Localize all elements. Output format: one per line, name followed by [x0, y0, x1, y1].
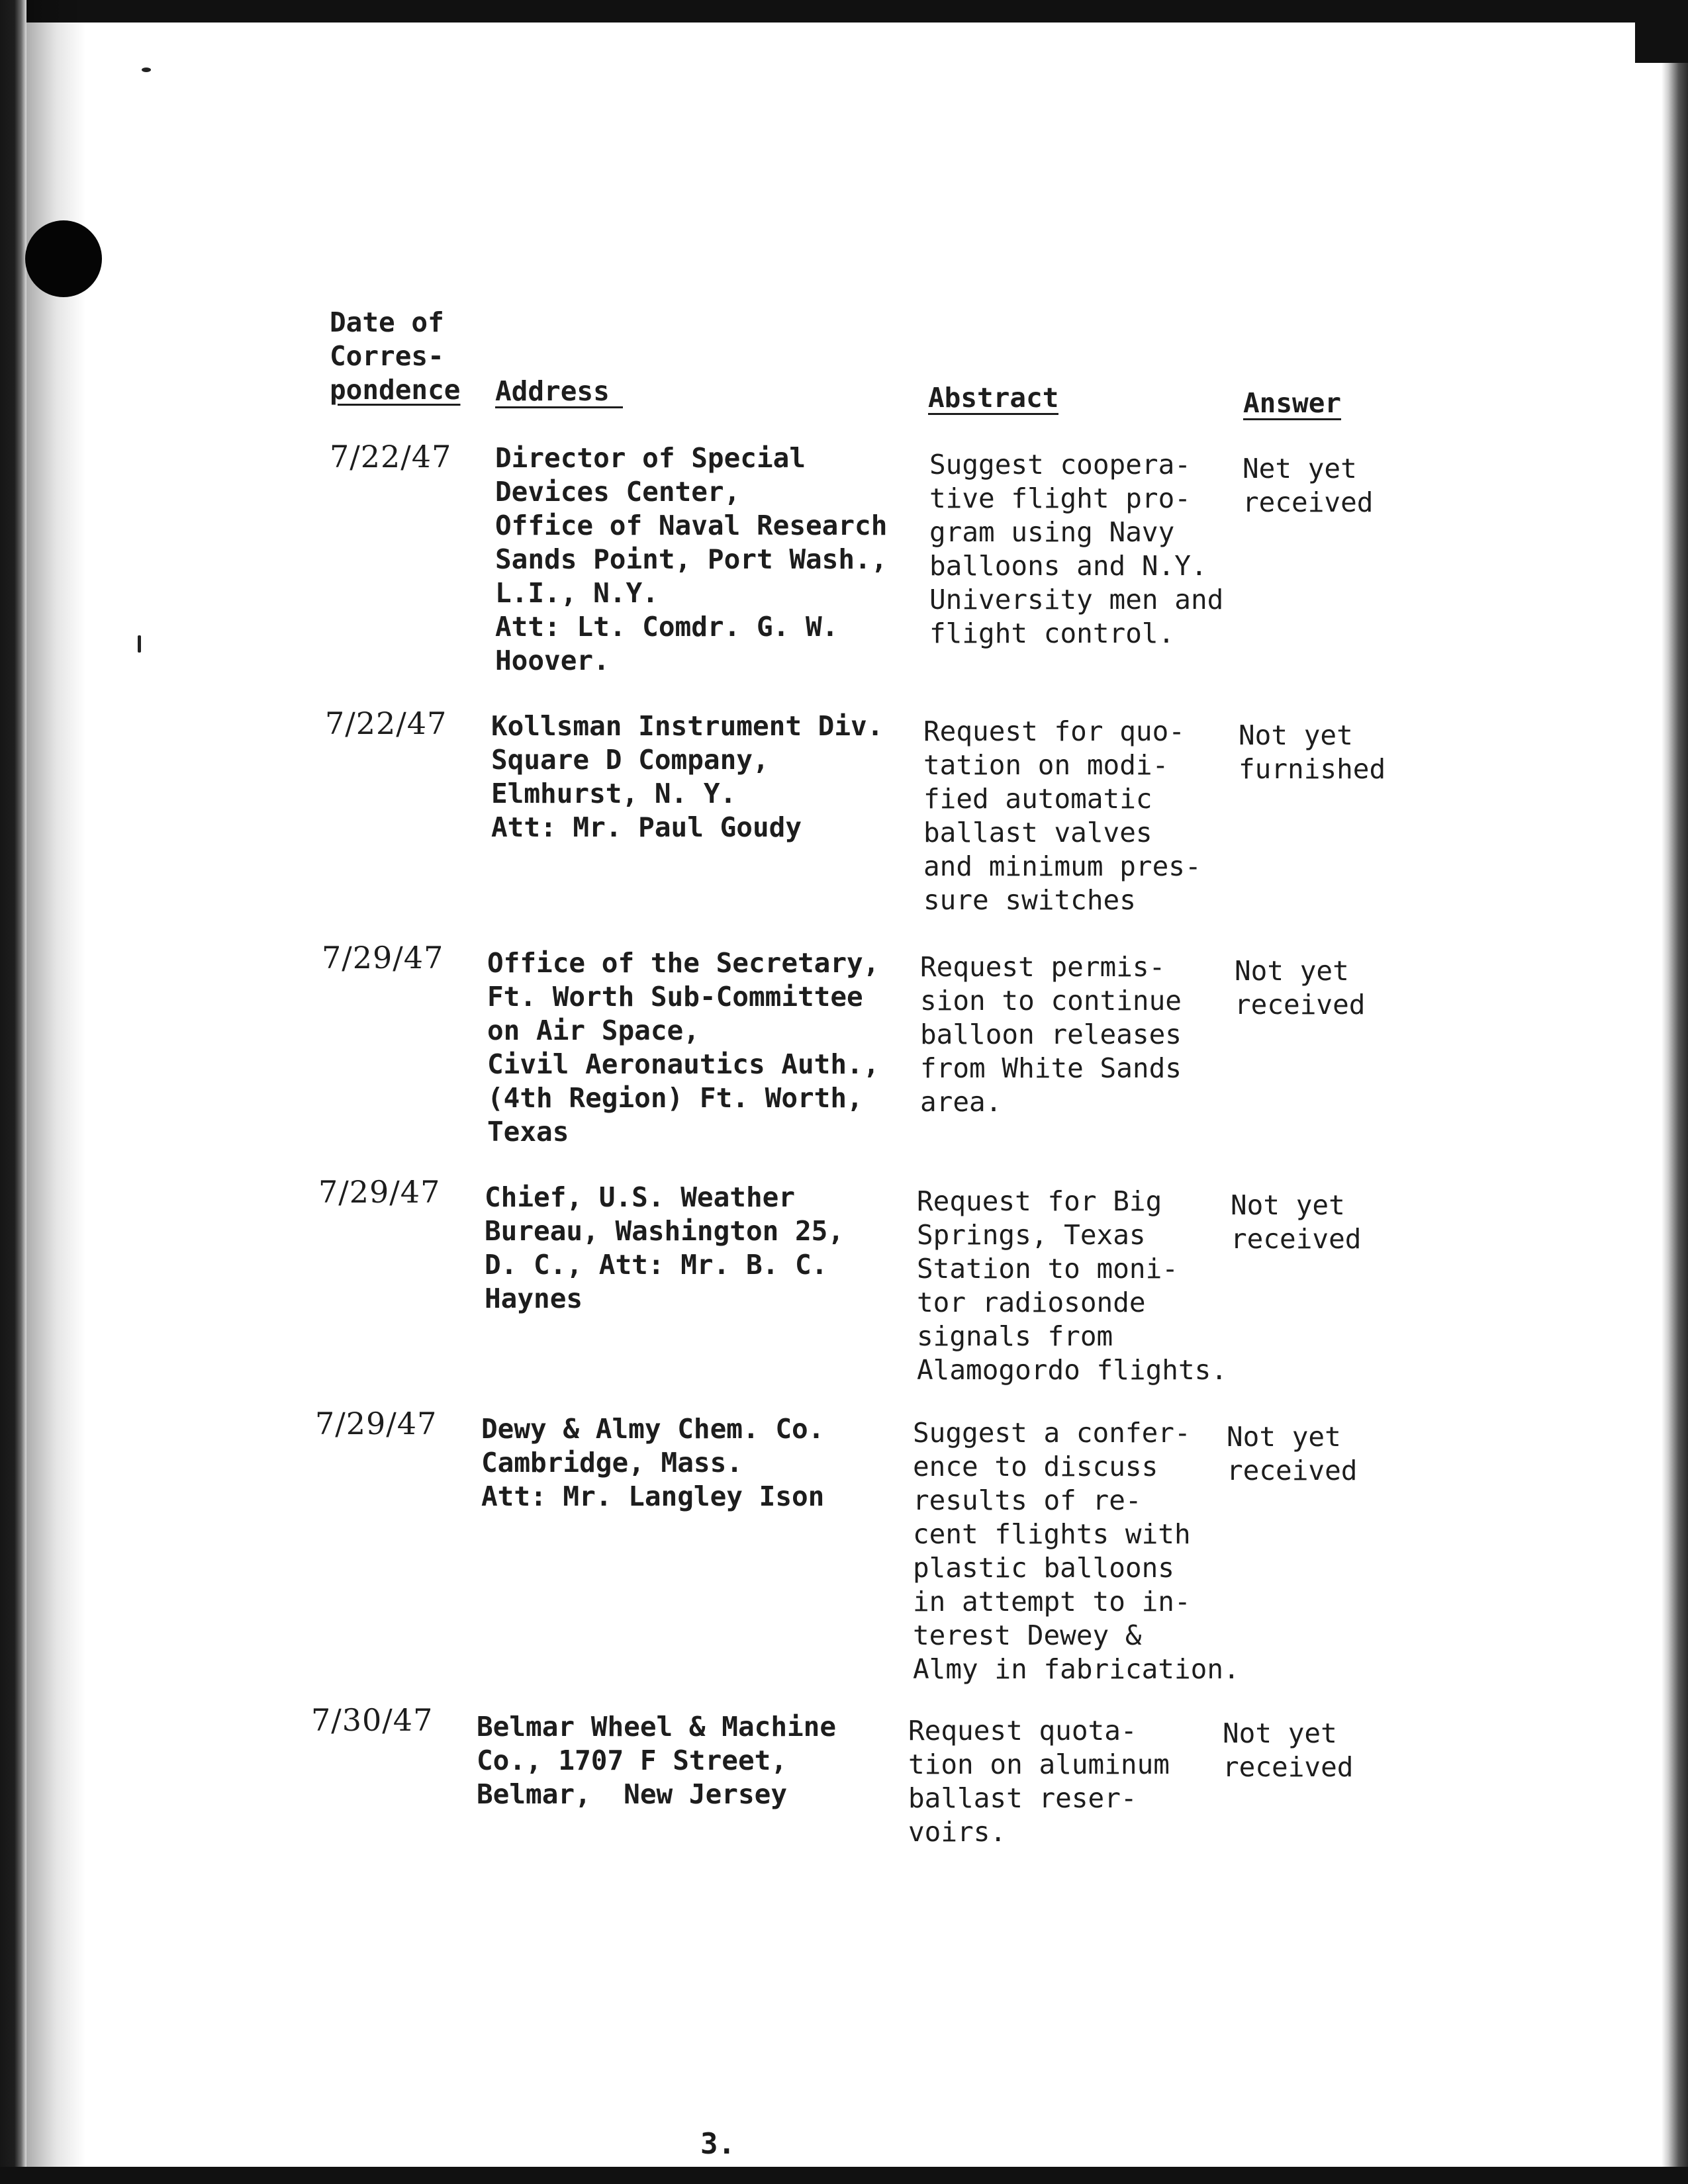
- row-abstract-line: balloons and N.Y.: [929, 550, 1207, 582]
- row-answer: [1239, 719, 1385, 786]
- row-address-line: Office of the Secretary,: [487, 947, 880, 979]
- row-abstract-line: results of re-: [913, 1484, 1142, 1516]
- scan-border-left: [0, 0, 26, 2184]
- row-address-line: Civil Aeronautics Auth.,: [487, 1048, 880, 1080]
- row-date: 7/30/47: [311, 1702, 434, 1738]
- row-abstract-line: plastic balloons: [913, 1552, 1174, 1584]
- row-abstract: [920, 950, 1182, 1119]
- header-date-line: pondence: [330, 374, 461, 406]
- row-address-line: Devices Center,: [495, 476, 741, 508]
- row-answer: [1231, 1189, 1361, 1256]
- row-abstract-line: sion to continue: [920, 985, 1182, 1017]
- page-number: 3.: [700, 2127, 735, 2161]
- row-abstract-line: voirs.: [908, 1816, 1007, 1848]
- row-address-line: Chief, U.S. Weather: [485, 1181, 795, 1213]
- row-answer-line: Not yet: [1223, 1717, 1337, 1749]
- row-abstract-line: ballast valves: [923, 817, 1152, 848]
- row-abstract-line: tion on aluminum: [908, 1749, 1170, 1780]
- row-address: [481, 1412, 824, 1514]
- row-address-line: Att: Mr. Paul Goudy: [491, 811, 802, 843]
- row-abstract: [908, 1714, 1170, 1849]
- row-address-line: Texas: [487, 1116, 569, 1148]
- speck: [138, 635, 141, 653]
- row-address-line: D. C., Att: Mr. B. C.: [485, 1249, 828, 1281]
- scan-shadow-left: [26, 0, 86, 2184]
- row-address-line: L.I., N.Y.: [495, 577, 659, 609]
- row-abstract: [923, 715, 1201, 917]
- row-address-line: Att: Lt. Comdr. G. W.: [495, 611, 839, 643]
- row-abstract-line: from White Sands: [920, 1052, 1182, 1084]
- row-abstract-line: Almy in fabrication.: [913, 1653, 1240, 1685]
- row-address: [487, 946, 879, 1149]
- header-abstract: Abstract: [928, 382, 1059, 414]
- row-abstract-line: cent flights with: [913, 1518, 1191, 1550]
- row-abstract-line: tor radiosonde: [917, 1287, 1146, 1318]
- scan-border-bottom: [0, 2167, 1688, 2184]
- row-abstract-line: Station to moni-: [917, 1253, 1178, 1285]
- row-abstract: [917, 1185, 1227, 1387]
- row-address-line: Director of Special: [495, 442, 806, 474]
- row-address: [485, 1181, 844, 1316]
- row-abstract-line: Springs, Texas: [917, 1219, 1146, 1251]
- row-address-line: Co., 1707 F Street,: [477, 1745, 787, 1776]
- speck: [142, 68, 151, 72]
- row-address-line: on Air Space,: [487, 1015, 700, 1046]
- row-address-line: Bureau, Washington 25,: [485, 1215, 845, 1247]
- row-address-line: Hoover.: [495, 645, 610, 676]
- row-answer-line: received: [1223, 1751, 1354, 1783]
- header-address: Address: [495, 376, 623, 408]
- row-abstract-line: fied automatic: [923, 783, 1152, 815]
- row-abstract-line: balloon releases: [920, 1019, 1182, 1050]
- row-abstract-line: flight control.: [929, 617, 1175, 649]
- row-date: 7/22/47: [325, 705, 447, 741]
- row-abstract: [913, 1416, 1240, 1686]
- row-date: 7/29/47: [322, 940, 444, 976]
- row-abstract-line: tation on modi-: [923, 749, 1169, 781]
- row-abstract-line: ballast reser-: [908, 1782, 1137, 1814]
- row-address-line: Belmar Wheel & Machine: [477, 1711, 837, 1743]
- row-answer-line: received: [1231, 1223, 1362, 1255]
- row-address-line: Belmar, New Jersey: [477, 1778, 787, 1810]
- row-address-line: Sands Point, Port Wash.,: [495, 543, 888, 575]
- row-address-line: Haynes: [485, 1283, 583, 1314]
- row-abstract-line: Alamogordo flights.: [917, 1354, 1227, 1386]
- row-address-line: Dewy & Almy Chem. Co.: [481, 1413, 825, 1445]
- header-answer: Answer: [1243, 387, 1342, 419]
- row-abstract-line: tive flight pro-: [929, 482, 1191, 514]
- row-answer-line: Not yet: [1235, 955, 1349, 987]
- row-answer: [1227, 1420, 1357, 1488]
- row-address-line: Att: Mr. Langley Ison: [481, 1480, 825, 1512]
- row-answer-line: Not yet: [1231, 1189, 1345, 1221]
- row-address-line: Cambridge, Mass.: [481, 1447, 743, 1479]
- row-abstract-line: ence to discuss: [913, 1451, 1158, 1482]
- row-abstract-line: Request permis-: [920, 951, 1166, 983]
- row-date: 7/29/47: [315, 1406, 438, 1441]
- row-answer-line: Not yet: [1239, 719, 1353, 751]
- row-abstract-line: Request quota-: [908, 1715, 1137, 1747]
- row-abstract: [929, 448, 1223, 651]
- row-address-line: Square D Company,: [491, 744, 769, 776]
- row-address-line: Kollsman Instrument Div.: [491, 710, 884, 742]
- row-answer: [1223, 1717, 1353, 1784]
- row-answer-line: received: [1227, 1455, 1358, 1486]
- header-date-of-correspondence: [330, 306, 482, 407]
- row-abstract-line: area.: [920, 1086, 1002, 1118]
- punch-hole: [25, 220, 102, 297]
- row-answer-line: furnished: [1239, 753, 1386, 785]
- row-answer-line: received: [1243, 486, 1374, 518]
- row-abstract-line: gram using Navy: [929, 516, 1175, 548]
- row-address-line: Office of Naval Research: [495, 510, 888, 541]
- row-abstract-line: terest Dewey &: [913, 1619, 1142, 1651]
- row-answer-line: Not yet: [1227, 1421, 1341, 1453]
- row-answer: [1235, 954, 1365, 1022]
- row-abstract-line: in attempt to in-: [913, 1586, 1191, 1617]
- row-abstract-line: Request for quo-: [923, 715, 1185, 747]
- row-answer: [1243, 452, 1373, 520]
- row-date: 7/22/47: [330, 439, 452, 475]
- header-date-line: Date of: [330, 306, 444, 338]
- row-address: [477, 1710, 836, 1811]
- row-address-line: Elmhurst, N. Y.: [491, 778, 737, 809]
- header-date-line: Corres-: [330, 340, 444, 372]
- scan-border-top: [0, 0, 1688, 23]
- row-abstract-line: signals from: [917, 1320, 1113, 1352]
- row-abstract-line: University men and: [929, 584, 1224, 615]
- row-abstract-line: Suggest a confer-: [913, 1417, 1191, 1449]
- row-address: [495, 441, 887, 678]
- scan-border-corner: [1635, 0, 1688, 63]
- row-abstract-line: Suggest coopera-: [929, 449, 1191, 480]
- row-address: [491, 709, 883, 844]
- row-abstract-line: sure switches: [923, 884, 1136, 916]
- row-answer-line: received: [1235, 989, 1366, 1021]
- row-date: 7/29/47: [318, 1174, 441, 1210]
- scan-border-right: [1662, 63, 1688, 2167]
- row-abstract-line: and minimum pres-: [923, 850, 1201, 882]
- row-address-line: (4th Region) Ft. Worth,: [487, 1082, 863, 1114]
- row-address-line: Ft. Worth Sub-Committee: [487, 981, 863, 1013]
- row-abstract-line: Request for Big: [917, 1185, 1162, 1217]
- row-answer-line: Net yet: [1243, 453, 1357, 484]
